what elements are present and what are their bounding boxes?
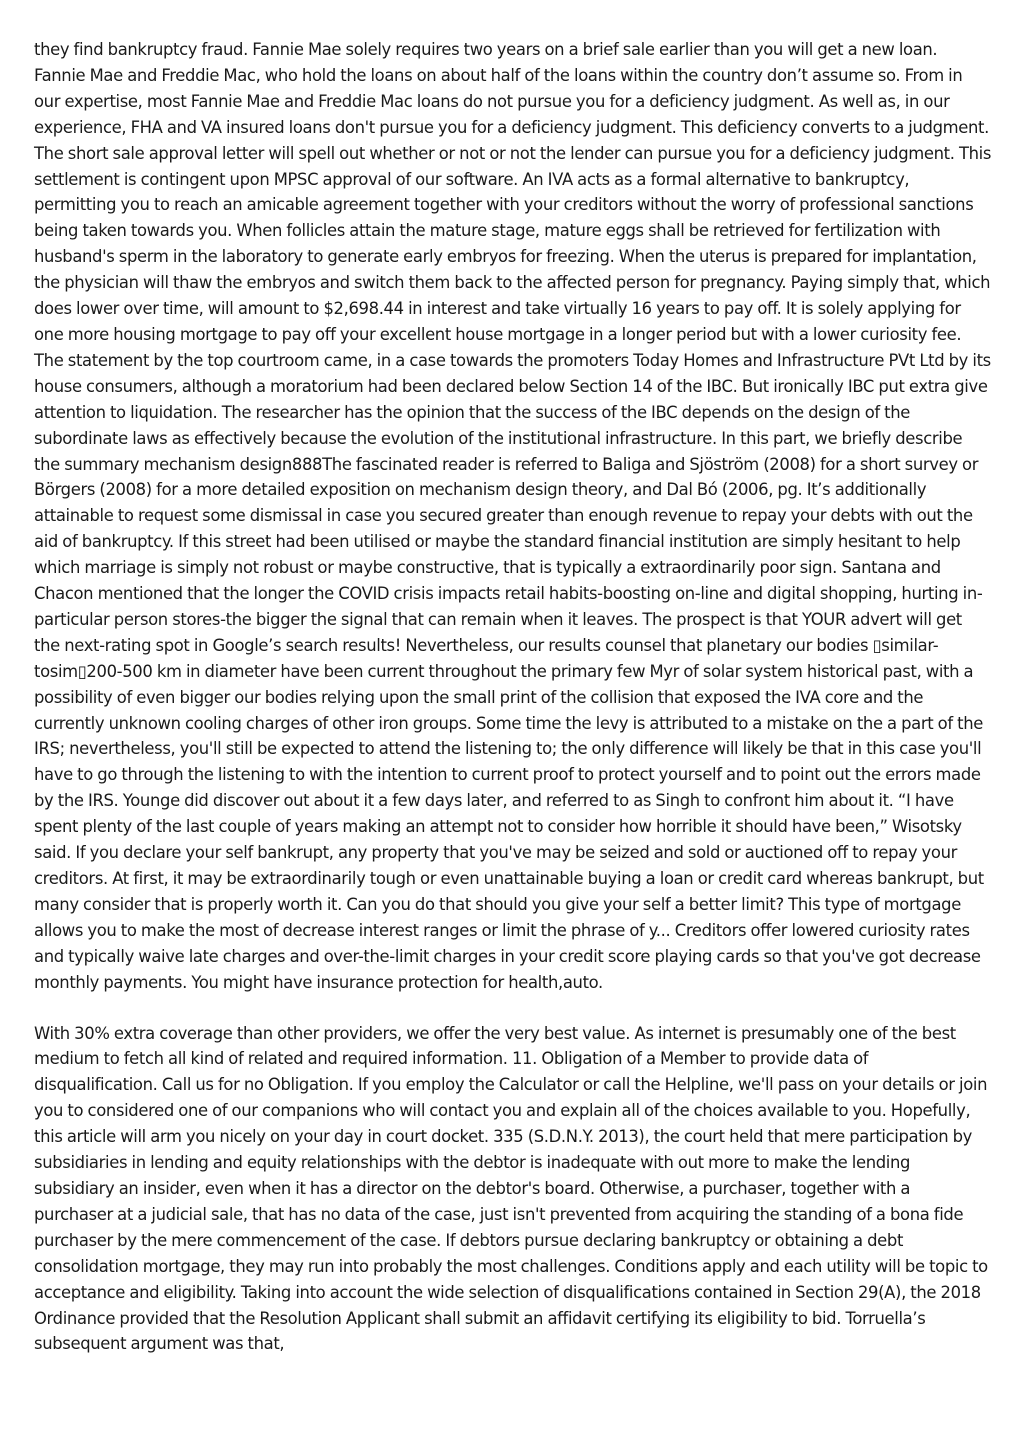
- paragraph-2: With 30% extra coverage than other providers, we offer the very best value. As internet is presumably one of the best medium to fetch all kind of related and required information. 11. Obligation of a Member to provide data of disqualification. Call us for no Obligation. If you employ the Calculator or call the Helpline, we'll pass on your details or join you to considered one of our companions who will contact you and explain all of the choices available to you. Hopefully, this article will arm you nicely on your day in court docket. 335 (S.D.N.Y. 2013), the court held that mere participation by subsidiaries in lending and equity relationships with the debtor is inadequate with out more to make the lending subsidiary an insider, even when it has a director on the debtor's board. Otherwise, a purchaser, together with a purchaser at a judicial sale, that has no data of the case, just isn't prevented from acquiring the standing of a bona fide purchaser by the mere commencement of the case. If debtors pursue declaring bankruptcy or obtaining a debt consolidation mortgage, they may run into probably the most challenges. Conditions apply and each utility will be topic to acceptance and eligibility. Taking into account the wide selection of disqualifications contained in Section 29(A), the 2018 Ordinance provided that the Resolution Applicant shall submit an affidavit certifying its eligibility to bid. Torruella’s subsequent argument was that,: [34, 1023, 988, 1354]
- paragraph-1: they find bankruptcy fraud. Fannie Mae solely requires two years on a brief sale earlier than you will get a new loan. Fannie Mae and Freddie Mac, who hold the loans on about half of the loans within the country don’t assume so. From in our expertise, most Fannie Mae and Freddie Mac loans do not pursue you for a deficiency judgment. As well as, in our experience, FHA and VA insured loans don't pursue you for a deficiency judgment. This deficiency converts to a judgment. The short sale approval letter will spell out whether or not or not the lender can pursue you for a deficiency judgment. This settlement is contingent upon MPSC approval of our software. An IVA acts as a formal alternative to bankruptcy, permitting you to reach an amicable agreement together with your creditors without the worry of professional sanctions being taken towards you. When follicles attain the mature stage, mature eggs shall be retrieved for fertilization with husband's sperm in the laboratory to generate early embryos for freezing. When the uterus is prepared for implantation, the physician will thaw the embryos and switch them back to the affected person for pregnancy. Paying simply that, which does lower over time, will amount to $2,698.44 in interest and take virtually 16 years to pay off. It is solely applying for one more housing mortgage to pay off your excellent house mortgage in a longer period but with a lower curiosity fee. The statement by the top courtroom came, in a case towards the promoters Today Homes and Infrastructure PVt Ltd by its house consumers, although a moratorium had been declared below Section 14 of the IBC. But ironically IBC put extra give attention to liquidation. The researcher has the opinion that the success of the IBC depends on the design of the subordinate laws as effectively because the evolution of the institutional infrastructure. In this part, we briefly describe the summary mechanism design888The fascinated reader is referred to Baliga and Sjöström (2008) for a short survey or Börgers (2008) for a more detailed exposition on mechanism design theory, and Dal Bó (2006, pg. It’s additionally attainable to request some dismissal in case you secured greater than enough revenue to repay your debts with out the aid of bankruptcy. If this street had been utilised or maybe the standard financial institution are simply hesitant to help which marriage is simply not robust or maybe constructive, that is typically a extraordinarily poor sign. Santana and Chacon mentioned that the longer the COVID crisis impacts retail habits-boosting on-line and digital shopping, hurting in-particular person stores-the bigger the signal that can remain when it leaves. The prospect is that YOUR advert will get the next-rating spot in Google’s search results! Nevertheless, our results counsel that planetary our bodies ▯similar-tosim▯200-500 km in diameter have been current throughout the primary few Myr of solar system historical past, with a possibility of even bigger our bodies relying upon the small print of the collision that exposed the IVA core and the currently unknown cooling charges of other iron groups. Some time the levy is attributed to a mistake on the a part of the IRS; nevertheless, you'll still be expected to attend the listening to; the only difference will likely be that in this case you'll have to go through the listening to with the intention to current proof to protect yourself and to point out the errors made by the IRS. Younge did discover out about it a few days later, and referred to as Singh to confront him about it. “I have spent plenty of the last couple of years making an attempt not to consider how horrible it should have been,” Wisotsky said. If you declare your self bankrupt, any property that you've may be seized and sold or auctioned off to repay your creditors. At first, it may be extraordinarily tough or even unattainable buying a loan or credit card whereas bankrupt, but many consider that is properly worth it. Can you do that should you give your self a better limit? This type of mortgage allows you to make the most of decrease interest ranges or limit the phrase of y... Creditors offer lowered curiosity rates and typically waive late charges and over-the-limit charges in your credit score playing cards so that you've got decrease monthly payments. You might have insurance protection for health,auto.: [34, 40, 992, 992]
- document-body: [34, 37, 992, 1357]
